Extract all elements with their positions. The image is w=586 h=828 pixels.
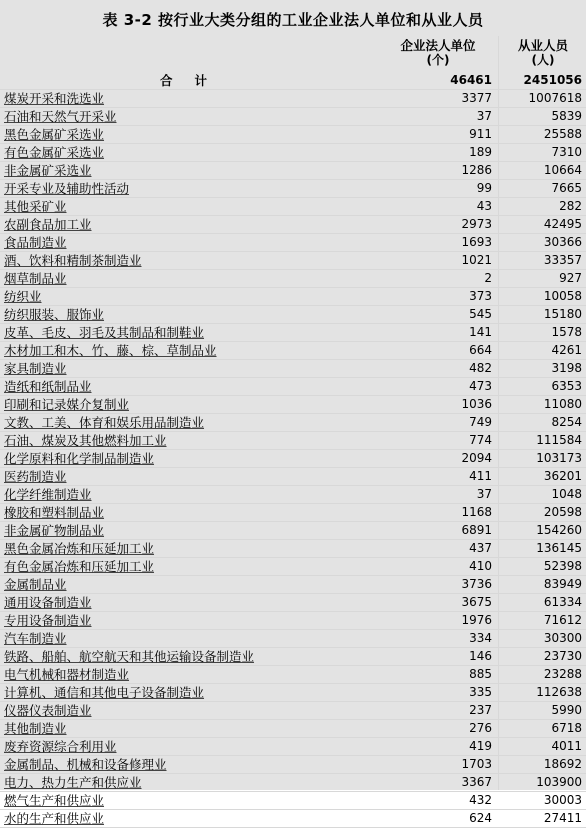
employees-value: 11080 — [543, 397, 582, 411]
units-value: 237 — [469, 703, 492, 717]
industry-name: 文教、工美、体育和娱乐用品制造业 — [4, 415, 205, 430]
units-value: 664 — [469, 343, 492, 357]
units-value: 545 — [469, 307, 492, 321]
employees-value: 1048 — [551, 487, 582, 501]
units-value: 6891 — [461, 523, 492, 537]
units-value: 911 — [469, 127, 492, 141]
industry-name: 石油、煤炭及其他燃料加工业 — [4, 433, 167, 448]
industry-name: 食品制造业 — [4, 235, 67, 250]
industry-name: 农副食品加工业 — [4, 217, 92, 232]
units-value: 774 — [469, 433, 492, 447]
table-row[interactable] — [0, 702, 586, 720]
industry-name: 金属制品业 — [4, 577, 67, 592]
industry-name: 开采专业及辅助性活动 — [4, 181, 130, 196]
total-employees: 2451056 — [523, 73, 582, 87]
units-value: 37 — [476, 487, 492, 501]
employees-value: 282 — [559, 199, 582, 213]
employees-value: 42495 — [543, 217, 582, 231]
industry-name: 有色金属冶炼和压延加工业 — [4, 559, 155, 574]
employees-value: 10664 — [543, 163, 582, 177]
units-value: 3675 — [461, 595, 492, 609]
industry-name: 黑色金属冶炼和压延加工业 — [4, 541, 155, 556]
employees-value: 1578 — [551, 325, 582, 339]
industry-name: 仪器仪表制造业 — [4, 703, 92, 718]
units-value: 3736 — [461, 577, 492, 591]
industry-name: 化学原料和化学制品制造业 — [4, 451, 155, 466]
table-row[interactable] — [0, 108, 586, 126]
table-row[interactable] — [0, 738, 586, 756]
table-row[interactable] — [0, 324, 586, 342]
units-value: 373 — [469, 289, 492, 303]
table-row[interactable] — [0, 612, 586, 630]
table-row[interactable] — [0, 558, 586, 576]
units-value: 432 — [469, 793, 492, 807]
employees-value: 30366 — [543, 235, 582, 249]
units-value: 1036 — [461, 397, 492, 411]
industry-name: 金属制品、机械和设备修理业 — [4, 757, 167, 772]
units-value: 3367 — [461, 775, 492, 789]
table-row[interactable] — [0, 504, 586, 522]
table-title: 表 3-2 按行业大类分组的工业企业法人单位和从业人员 — [102, 11, 484, 29]
table-row[interactable] — [0, 252, 586, 270]
table-row[interactable] — [0, 774, 586, 792]
industry-name: 铁路、船舶、航空航天和其他运输设备制造业 — [4, 649, 255, 664]
column-header-employees[interactable] — [500, 38, 586, 68]
industry-name: 电气机械和器材制造业 — [4, 667, 130, 682]
units-value: 335 — [469, 685, 492, 699]
industry-name: 皮革、毛皮、羽毛及其制品和制鞋业 — [4, 325, 205, 340]
table-row[interactable] — [0, 648, 586, 666]
industry-name: 非金属矿物制品业 — [4, 523, 105, 538]
industry-name: 橡胶和塑料制品业 — [4, 505, 105, 520]
employees-value: 4011 — [551, 739, 582, 753]
units-value: 1693 — [461, 235, 492, 249]
table-row[interactable] — [0, 216, 586, 234]
units-value: 334 — [469, 631, 492, 645]
units-value: 43 — [476, 199, 492, 213]
units-value: 2 — [484, 271, 492, 285]
table-row[interactable] — [0, 270, 586, 288]
table-row[interactable] — [0, 522, 586, 540]
industry-name: 其他采矿业 — [4, 199, 67, 214]
industry-name: 电力、热力生产和供应业 — [4, 775, 142, 790]
table-row[interactable] — [0, 450, 586, 468]
table-row[interactable] — [0, 396, 586, 414]
data-table — [0, 72, 586, 828]
total-row[interactable] — [0, 72, 586, 90]
units-value: 1976 — [461, 613, 492, 627]
table-row[interactable] — [0, 576, 586, 594]
industry-name: 废弃资源综合利用业 — [4, 739, 117, 754]
table-row[interactable] — [0, 810, 586, 828]
units-value: 37 — [476, 109, 492, 123]
industry-name: 汽车制造业 — [4, 631, 67, 646]
employees-label: 从业人员 — [517, 38, 568, 53]
units-value: 2973 — [461, 217, 492, 231]
employees-value: 20598 — [543, 505, 582, 519]
industry-name: 通用设备制造业 — [4, 595, 92, 610]
industry-name: 造纸和纸制品业 — [4, 379, 92, 394]
employees-value: 33357 — [543, 253, 582, 267]
industry-name: 烟草制品业 — [4, 271, 67, 286]
table-row[interactable] — [0, 792, 586, 810]
employees-value: 7665 — [551, 181, 582, 195]
units-label: 企业法人单位 — [400, 38, 476, 53]
employees-value: 5839 — [551, 109, 582, 123]
employees-value: 136145 — [536, 541, 582, 555]
industry-name: 印刷和记录媒介复制业 — [4, 397, 130, 412]
employees-value: 111584 — [536, 433, 582, 447]
total-label: 合计 — [160, 73, 230, 88]
units-value: 473 — [469, 379, 492, 393]
employees-value: 927 — [559, 271, 582, 285]
employees-value: 4261 — [551, 343, 582, 357]
table-row[interactable] — [0, 468, 586, 486]
table-row[interactable] — [0, 486, 586, 504]
units-value: 411 — [469, 469, 492, 483]
table-row[interactable] — [0, 756, 586, 774]
units-value: 99 — [476, 181, 492, 195]
industry-name: 有色金属矿采选业 — [4, 145, 105, 160]
industry-name: 其他制造业 — [4, 721, 67, 736]
employees-value: 36201 — [543, 469, 582, 483]
units-value: 624 — [469, 811, 492, 825]
employees-value: 23730 — [543, 649, 582, 663]
table-row[interactable] — [0, 360, 586, 378]
total-units: 46461 — [450, 73, 492, 87]
employees-value: 6353 — [551, 379, 582, 393]
employees-value: 18692 — [543, 757, 582, 771]
units-value: 2094 — [461, 451, 492, 465]
table-row[interactable] — [0, 306, 586, 324]
employees-value: 27411 — [543, 811, 582, 825]
table-row[interactable] — [0, 378, 586, 396]
table-row[interactable] — [0, 342, 586, 360]
units-value: 1021 — [461, 253, 492, 267]
employees-value: 71612 — [543, 613, 582, 627]
industry-name: 纺织服装、服饰业 — [4, 307, 105, 322]
employees-value: 30003 — [543, 793, 582, 807]
units-value: 276 — [469, 721, 492, 735]
employees-value: 3198 — [551, 361, 582, 375]
units-value: 885 — [469, 667, 492, 681]
units-value: 419 — [469, 739, 492, 753]
employees-value: 8254 — [551, 415, 582, 429]
units-value: 3377 — [461, 91, 492, 105]
industry-name: 燃气生产和供应业 — [4, 793, 105, 808]
employees-value: 103173 — [536, 451, 582, 465]
employees-value: 61334 — [543, 595, 582, 609]
table-row[interactable] — [0, 594, 586, 612]
employees-value: 10058 — [543, 289, 582, 303]
units-value: 146 — [469, 649, 492, 663]
table-row[interactable] — [0, 90, 586, 108]
units-value: 437 — [469, 541, 492, 555]
table-row[interactable] — [0, 666, 586, 684]
employees-value: 23288 — [543, 667, 582, 681]
table-row[interactable] — [0, 234, 586, 252]
industry-name: 医药制造业 — [4, 469, 67, 484]
industry-name: 石油和天然气开采业 — [4, 109, 117, 124]
industry-name: 黑色金属矿采选业 — [4, 127, 105, 142]
industry-name: 非金属矿采选业 — [4, 163, 92, 178]
table-row[interactable] — [0, 162, 586, 180]
table-row[interactable] — [0, 684, 586, 702]
industry-name: 家具制造业 — [4, 361, 67, 376]
industry-name: 纺织业 — [4, 289, 42, 304]
employees-unit: (人) — [531, 53, 555, 67]
employees-value: 30300 — [543, 631, 582, 645]
employees-value: 7310 — [551, 145, 582, 159]
employees-value: 52398 — [543, 559, 582, 573]
units-value: 482 — [469, 361, 492, 375]
units-value: 189 — [469, 145, 492, 159]
industry-name: 水的生产和供应业 — [4, 811, 105, 826]
table-row[interactable] — [0, 414, 586, 432]
industry-name: 化学纤维制造业 — [4, 487, 92, 502]
table-row[interactable] — [0, 126, 586, 144]
employees-value: 6718 — [551, 721, 582, 735]
employees-value: 25588 — [543, 127, 582, 141]
industry-name: 计算机、通信和其他电子设备制造业 — [4, 685, 205, 700]
table-row[interactable] — [0, 432, 586, 450]
units-value: 141 — [469, 325, 492, 339]
table-row[interactable] — [0, 180, 586, 198]
industry-name: 木材加工和木、竹、藤、棕、草制品业 — [4, 343, 217, 358]
table-row[interactable] — [0, 144, 586, 162]
employees-value: 5990 — [551, 703, 582, 717]
table-row[interactable] — [0, 540, 586, 558]
units-value: 749 — [469, 415, 492, 429]
table-row[interactable] — [0, 630, 586, 648]
units-value: 1703 — [461, 757, 492, 771]
units-value: 1286 — [461, 163, 492, 177]
table-row[interactable] — [0, 198, 586, 216]
employees-value: 112638 — [536, 685, 582, 699]
table-row[interactable] — [0, 720, 586, 738]
column-header-units[interactable] — [378, 38, 498, 68]
industry-name: 专用设备制造业 — [4, 613, 92, 628]
units-value: 410 — [469, 559, 492, 573]
employees-value: 83949 — [543, 577, 582, 591]
employees-value: 154260 — [536, 523, 582, 537]
industry-name: 煤炭开采和洗选业 — [4, 91, 105, 106]
employees-value: 1007618 — [528, 91, 582, 105]
employees-value: 103900 — [536, 775, 582, 789]
units-unit: (个) — [426, 53, 450, 67]
employees-value: 15180 — [543, 307, 582, 321]
units-value: 1168 — [461, 505, 492, 519]
industry-name: 酒、饮料和精制茶制造业 — [4, 253, 142, 268]
table-row[interactable] — [0, 288, 586, 306]
